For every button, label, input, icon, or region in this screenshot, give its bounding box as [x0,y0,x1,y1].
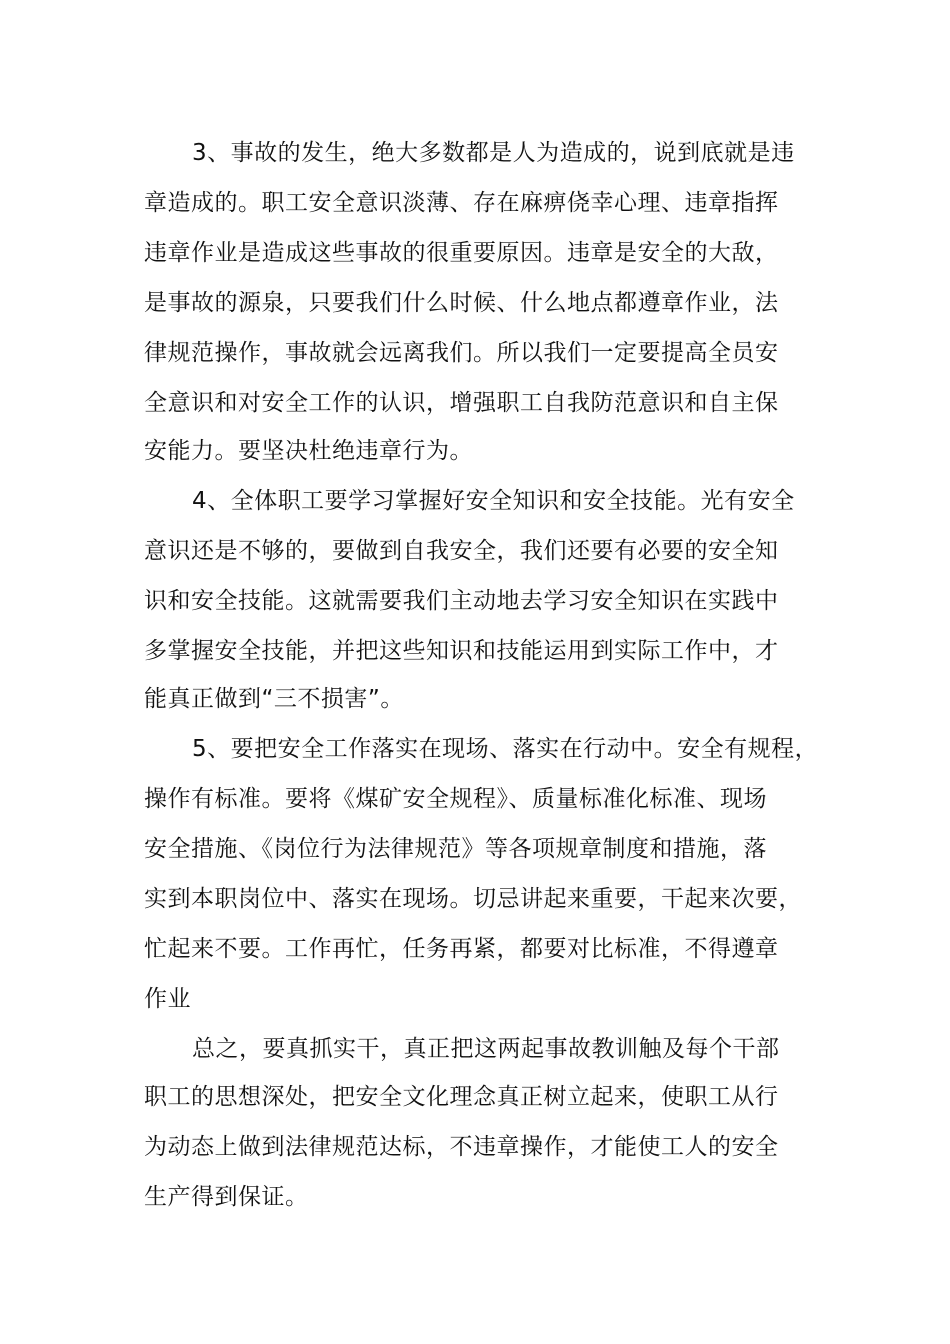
summary-line-3: 为动态上做到法律规范达标，不违章操作，才能使工人的安全 [144,1134,779,1160]
paragraph-4-line-3: 识和安全技能。这就需要我们主动地去学习安全知识在实践中 [144,588,779,614]
paragraph-5-line-6: 作业 [144,986,191,1012]
paragraph-5-line-5: 忙起来不要。工作再忙，任务再紧，都要对比标准，不得遵章 [144,936,779,962]
summary-line-1: 总之，要真抓实干，真正把这两起事故教训触及每个干部 [192,1036,780,1062]
paragraph-4-line-2: 意识还是不够的，要做到自我安全，我们还要有必要的安全知 [144,538,779,564]
paragraph-5-line-4: 实到本职岗位中、落实在现场。切忌讲起来重要，干起来次要， [144,886,802,912]
paragraph-3-line-6: 全意识和对安全工作的认识，增强职工自我防范意识和自主保 [144,390,779,416]
paragraph-3-line-5: 律规范操作，事故就会远离我们。所以我们一定要提高全员安 [144,340,779,366]
summary-line-2: 职工的思想深处，把安全文化理念真正树立起来，使职工从行 [144,1084,779,1110]
paragraph-5-line-2: 操作有标准。要将《煤矿安全规程》、质量标准化标准、现场 [144,786,767,812]
paragraph-3-line-7: 安能力。要坚决杜绝违章行为。 [144,438,473,464]
paragraph-4-line-4: 多掌握安全技能，并把这些知识和技能运用到实际工作中，才 [144,638,779,664]
paragraph-4-line-5: 能真正做到“三不损害”。 [144,686,404,712]
paragraph-3-line-1: 3、事故的发生，绝大多数都是人为造成的，说到底就是违 [192,140,795,166]
paragraph-5-line-1: 5、要把安全工作落实在现场、落实在行动中。安全有规程， [192,736,819,762]
paragraph-3-line-4: 是事故的源泉，只要我们什么时候、什么地点都遵章作业，法 [144,290,779,316]
paragraph-3-line-3: 违章作业是造成这些事故的很重要原因。违章是安全的大敌， [144,240,779,266]
paragraph-5-line-3: 安全措施、《岗位行为法律规范》等各项规章制度和措施，落 [144,836,767,862]
summary-line-4: 生产得到保证。 [144,1184,309,1210]
paragraph-3-line-2: 章造成的。职工安全意识淡薄、存在麻痹侥幸心理、违章指挥 [144,190,779,216]
paragraph-4-line-1: 4、全体职工要学习掌握好安全知识和安全技能。光有安全 [192,488,795,514]
